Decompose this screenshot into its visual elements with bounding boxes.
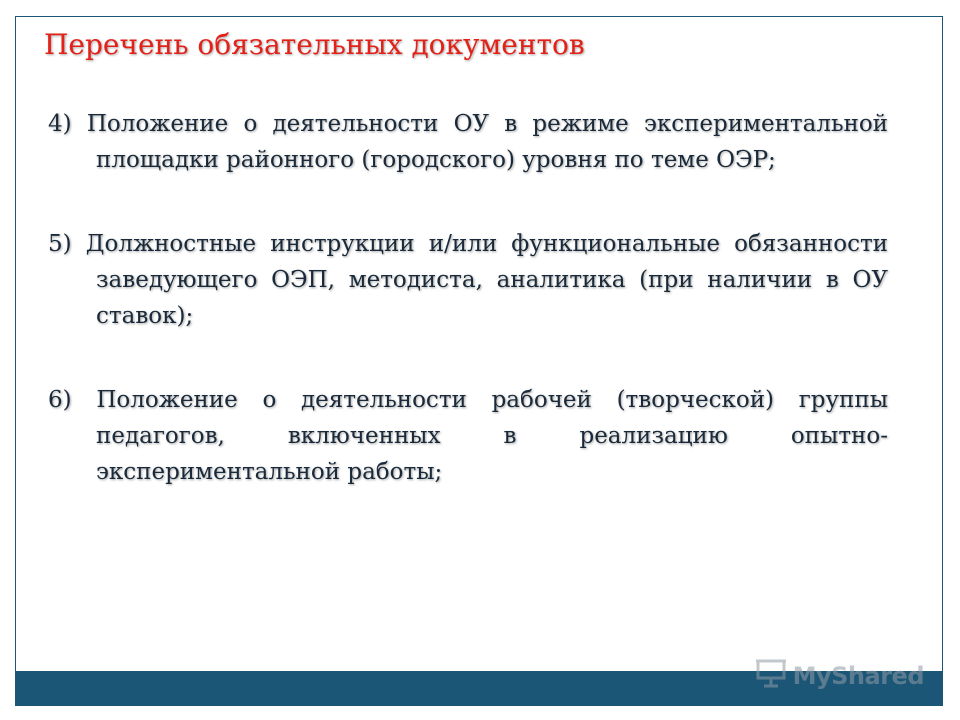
item-number: 4) (48, 111, 72, 137)
list-item (48, 382, 888, 490)
watermark-logo (755, 658, 924, 693)
list-item (48, 226, 888, 334)
list-item (48, 106, 888, 178)
item-text: Должностные инструкции и/или функциональные обязанности заведующего ОЭП, методиста, аналитика (при наличии в ОУ ставок); (85, 231, 889, 329)
item-number: 5) (48, 231, 72, 257)
slide-title: Перечень обязательных документов (44, 28, 585, 61)
presentation-board-icon (755, 658, 789, 693)
item-text: Положение о деятельности рабочей (творческой) группы педагогов, включенных в реализацию опытно-экспериментальной работы; (96, 387, 889, 485)
document-list (48, 106, 888, 538)
item-text: Положение о деятельности ОУ в режиме экспериментальной площадки районного (городского) уровня по теме ОЭР; (86, 111, 888, 173)
watermark-text: MyShared (792, 661, 924, 690)
item-number: 6) (48, 387, 72, 413)
